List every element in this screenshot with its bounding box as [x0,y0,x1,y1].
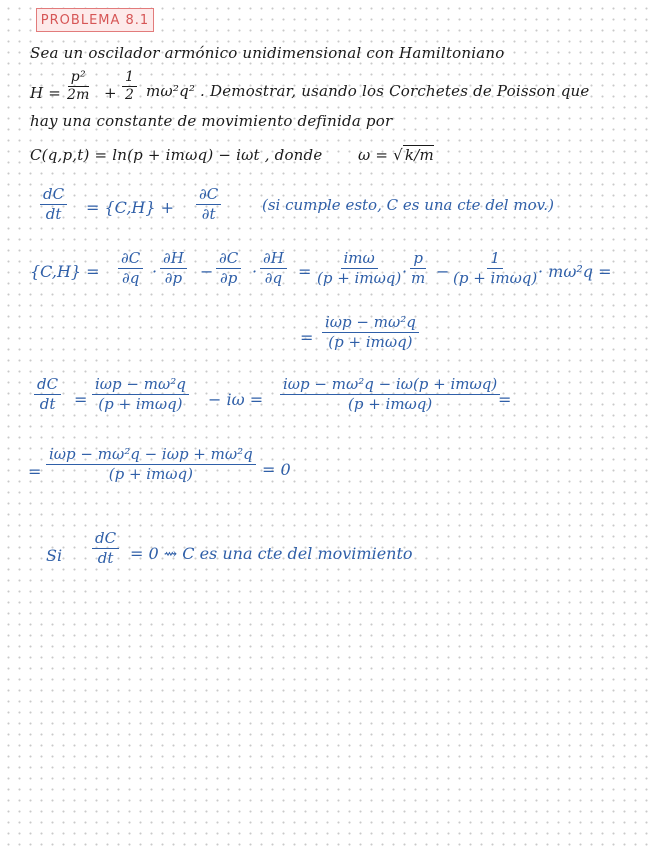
frac-denominator: (p + imωq) [347,394,433,413]
step2-minus-iw: − iω = [208,390,264,409]
pb-result-fraction [322,314,419,350]
frac-numerator: p² [68,70,89,87]
frac-numerator: 1 [487,250,503,269]
hamiltonian-fraction-kinetic [64,70,93,104]
frac-numerator: iωp − mω²q [92,376,189,395]
pb-minus-1: − [200,262,214,281]
statement-line-3: hay una constante de movimiento definida por [30,112,393,130]
frac-denominator: (p + imωq) [317,268,402,287]
pb-equals-2: = [300,328,314,347]
frac-numerator: ∂H [160,250,187,269]
pb-dot-1: · [152,262,158,281]
conclusion-si: Si [46,546,63,565]
omega-definition [358,146,434,164]
problem-title: PROBLEMA 8.1 [36,8,154,32]
partial-c-partial-t [196,186,221,222]
step2-fraction-a [92,376,189,412]
dcdt-fraction [40,186,67,222]
sqrt-icon: √ [393,146,403,164]
pb-frac-dc-dp [216,250,241,286]
step1-note [262,196,554,214]
step2-result: = 0 [262,460,291,479]
pb-minus-2: − [436,262,450,281]
pb-frac-dc-dq [118,250,143,286]
frac-denominator: ∂t [201,204,216,223]
frac-denominator: (p + imωq) [108,464,193,483]
step2-equals-1: = [74,390,88,409]
pb-equals-1: = [298,262,312,281]
step2-equals-3: = [28,462,42,481]
note-paren-open: ( [262,196,268,214]
frac-denominator: (p + imωq) [328,332,413,351]
frac-denominator: dt [39,394,56,413]
note-text: si cumple esto, C es una cte del mov.) [267,196,554,214]
hamiltonian-lhs: H = [30,84,62,102]
frac-numerator: ∂C [216,250,241,269]
frac-denominator: m [411,268,426,287]
pb-dot-2: · [252,262,258,281]
omega-equals: ω = [358,146,389,164]
step2-dcdt [34,376,61,412]
frac-numerator: 1 [122,70,137,87]
constant-definition: C(q,p,t) = ln(p + imωq) − iωt , donde [30,146,323,164]
frac-numerator: dC [40,186,67,205]
frac-numerator: iωp − mω²q − iωp + mω²q [46,446,256,465]
frac-numerator: dC [34,376,61,395]
frac-denominator: (p + imωq) [453,268,538,287]
frac-denominator: 2 [125,87,135,104]
pb-dot-3: · [402,262,408,281]
pb-frac-p-m [408,250,428,286]
frac-numerator: p [410,250,426,269]
frac-denominator: ∂p [164,268,183,287]
sqrt-content: k/m [404,146,434,164]
pb-tail: · mω²q = [538,262,612,281]
conclusion-dcdt [92,530,119,566]
step2-fraction-b [280,376,500,412]
step1-equals: = {C,H} + [86,198,175,217]
conclusion-text: = 0 ⇝ C es una cte del movimiento [130,544,413,563]
hamiltonian-fraction-half [122,70,137,104]
pb-frac-imw [314,250,404,286]
frac-denominator: ∂q [264,268,283,287]
frac-numerator: ∂C [118,250,143,269]
frac-numerator: iωp − mω²q − iω(p + imωq) [280,376,500,395]
frac-numerator: ∂H [260,250,287,269]
frac-denominator: (p + imωq) [98,394,183,413]
hamiltonian-plus: + [104,84,117,102]
frac-numerator: ∂C [196,186,221,205]
poisson-bracket-lhs: {C,H} = [30,262,100,281]
frac-denominator: ∂q [121,268,140,287]
pb-frac-dh-dp [160,250,187,286]
step2-equals-2: = [498,390,512,409]
frac-numerator: imω [341,250,378,269]
frac-denominator: dt [45,204,62,223]
statement-line-1: Sea un oscilador armónico unidimensional con Hamiltoniano [30,44,505,62]
frac-denominator: 2m [67,87,90,104]
step2-fraction-c [46,446,256,482]
frac-denominator: dt [97,548,114,567]
frac-denominator: ∂p [219,268,238,287]
frac-numerator: iωp − mω²q [322,314,419,333]
frac-numerator: dC [92,530,119,549]
hamiltonian-potential-term: mω²q² . Demostrar, usando los Corchetes de Poisson que [146,82,590,100]
pb-frac-one [450,250,540,286]
pb-frac-dh-dq [260,250,287,286]
